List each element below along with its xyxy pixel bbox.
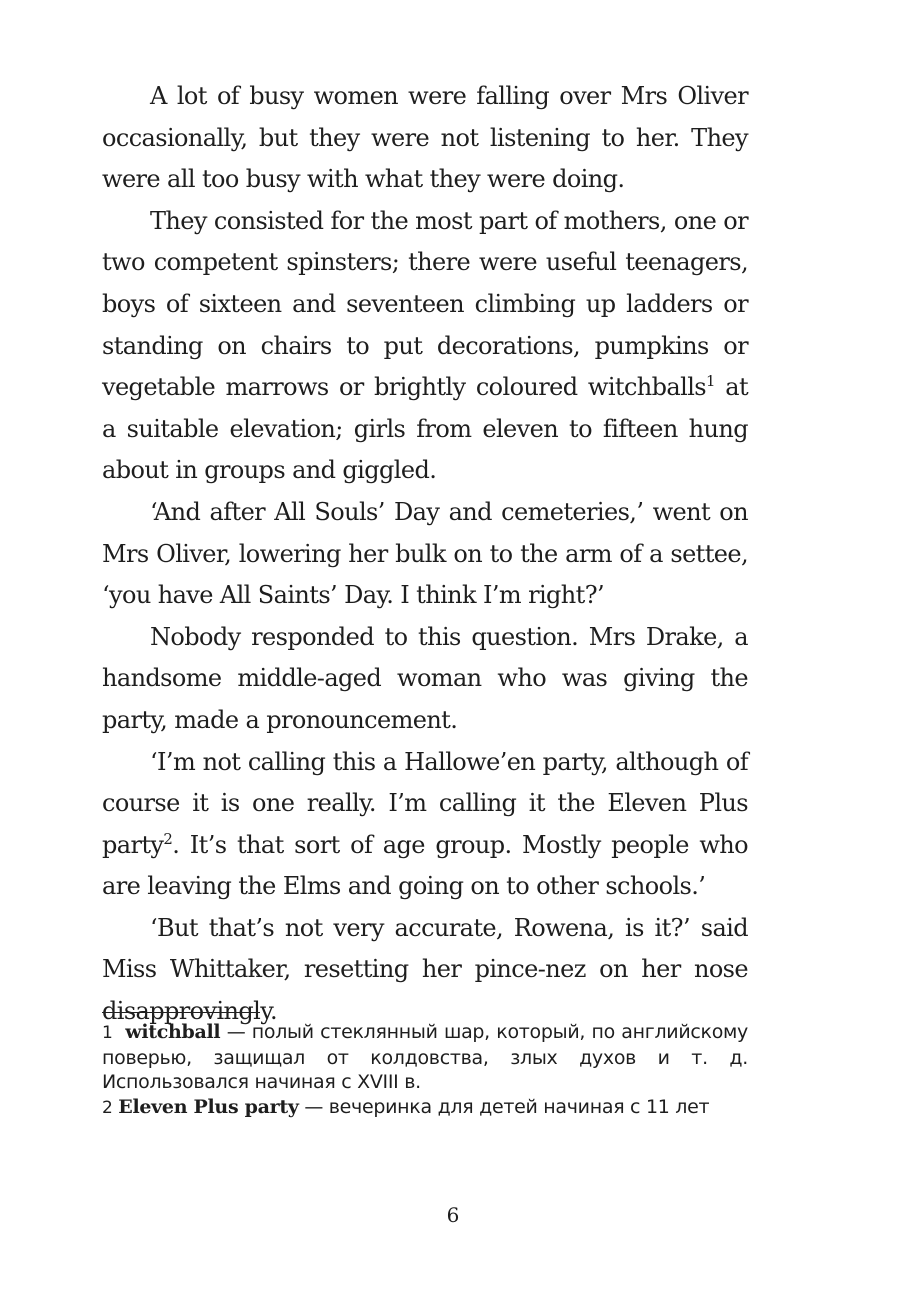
footnote-ref-2[interactable]: 2: [163, 829, 173, 848]
footnote-text: — вечеринка для детей начиная с 11 лет: [298, 1095, 710, 1118]
footnote-text: — полый стеклянный шар, который, по английскому поверью, защищал от колдовства, злых духов и т. д. Использовался начиная с XVIII в.: [102, 1021, 749, 1093]
footnote-term: Eleven Plus party: [118, 1095, 299, 1118]
paragraph-6: ‘But that’s not very accurate, Rowena, is it?’ said Miss Whittaker, resetting her pince-nez on her nose disapprovingly.: [102, 913, 748, 1026]
paragraph-4: Nobody responded to this question. Mrs Drake, a handsome middle-aged woman who was giving the party, made a pronouncement.: [102, 622, 748, 734]
paragraph-2-text: They consisted for the most part of mothers, one or two competent spinsters; there were useful teenagers, boys of sixteen and seventeen climbing up ladders or standing on chairs to put decorations, pumpkins or vegetable marrows or brightly coloured witchballs: [102, 206, 748, 402]
footnotes: [102, 1020, 748, 1120]
footnote-term: witchball: [125, 1021, 221, 1043]
body-text: [102, 76, 748, 1033]
paragraph-2-text-cont: at a suitable elevation; girls from eleven to fifteen hung about in groups and giggled.: [102, 373, 748, 485]
footnote-1: [102, 1020, 748, 1095]
footnote-divider: [102, 1012, 260, 1013]
paragraph-5-text-cont: . It’s that sort of age group. Mostly people who are leaving the Elms and going on to other schools.’: [102, 830, 748, 901]
footnote-2: [102, 1095, 748, 1121]
paragraph-5: [102, 742, 748, 908]
paragraph-3: ‘And after All Souls’ Day and cemeteries,’ went on Mrs Oliver, lowering her bulk on to the arm of a settee, ‘you have All Saints’ Day. I think I’m right?’: [102, 497, 748, 610]
footnote-number: 1: [102, 1023, 113, 1043]
paragraph-2: [102, 201, 748, 492]
paragraph-1: A lot of busy women were falling over Mrs Oliver occasionally, but they were not listening to her. They were all too busy with what they were doing.: [102, 82, 748, 194]
footnote-number: 2: [102, 1097, 113, 1118]
footnote-ref-1[interactable]: 1: [706, 371, 715, 390]
page-number: 6: [446, 1203, 460, 1227]
paragraph-5-text: ‘I’m not calling this a Hallowe’en party, although of course it is one really. I’m calling it the Eleven Plus party: [102, 747, 748, 859]
